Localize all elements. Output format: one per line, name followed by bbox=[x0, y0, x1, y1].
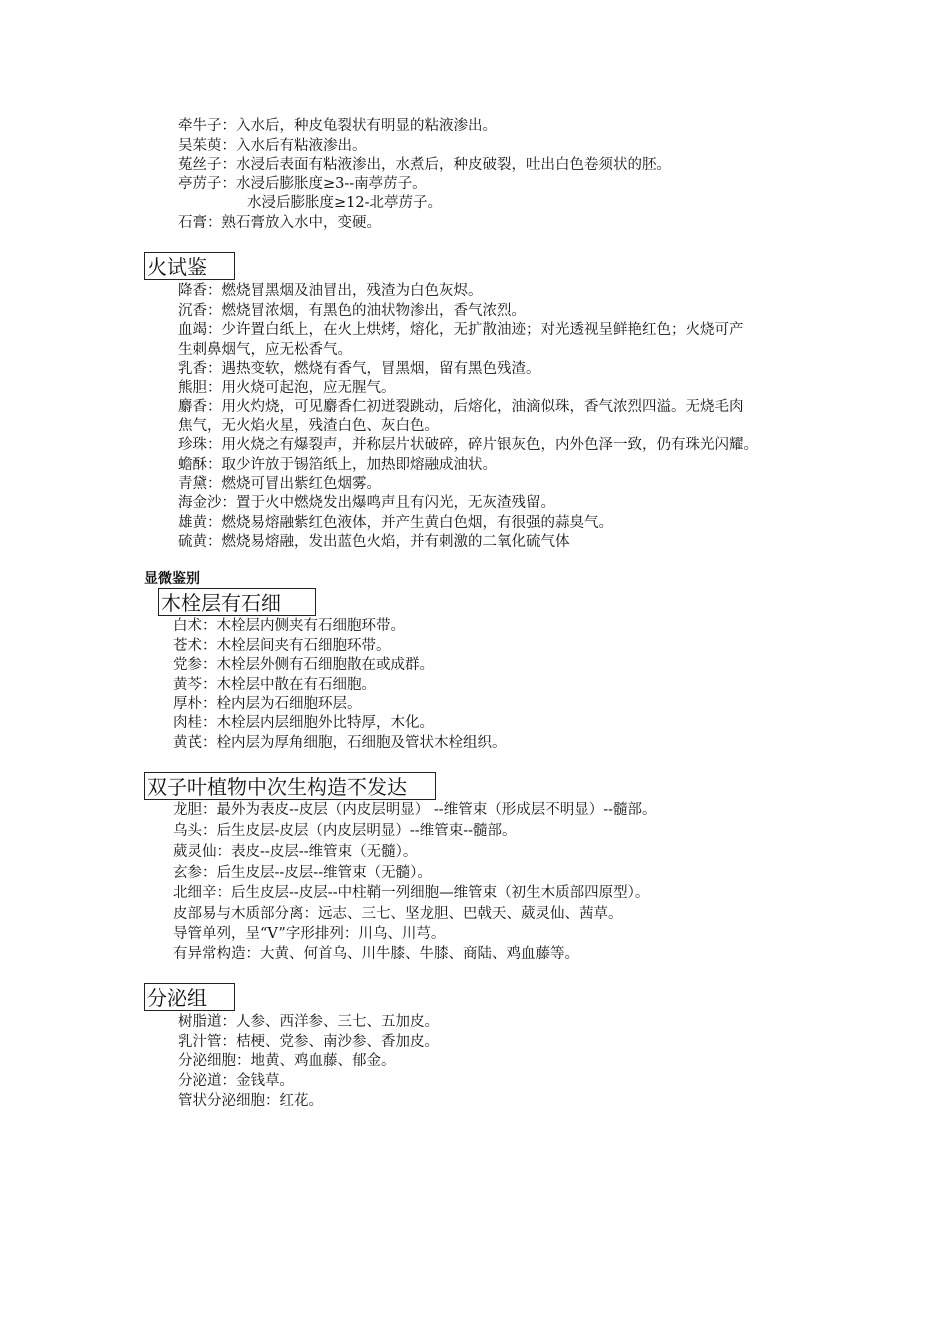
dicot-item: 导管单列，呈“V”字形排列：川乌、川芎。 bbox=[173, 926, 446, 942]
secretory-item: 分泌细胞：地黄、鸡血藤、郁金。 bbox=[178, 1053, 396, 1069]
water-item: 牵牛子：入水后，种皮龟裂状有明显的粘液渗出。 bbox=[178, 118, 497, 134]
secretory-heading: 分泌组 bbox=[144, 983, 235, 1011]
fire-item: 海金沙：置于火中燃烧发出爆鸣声且有闪光，无灰渣残留。 bbox=[178, 495, 555, 511]
fire-test-heading: 火试鉴 bbox=[144, 252, 235, 280]
dicot-item: 龙胆：最外为表皮--皮层（内皮层明显） --维管束（形成层不明显）--髓部。 bbox=[173, 802, 657, 818]
fire-item: 珍珠：用火烧之有爆裂声，并称层片状破碎，碎片银灰色，内外色泽一致，仍有珠光闪耀。 bbox=[178, 437, 758, 453]
fire-item: 熊胆：用火烧可起泡，应无腥气。 bbox=[178, 380, 396, 396]
secretory-item: 分泌道：金钱草。 bbox=[178, 1073, 294, 1089]
cork-item: 肉桂：木栓层内层细胞外比特厚，木化。 bbox=[173, 715, 434, 731]
cork-item: 黄芪：栓内层为厚角细胞，石细胞及管状木栓组织。 bbox=[173, 735, 507, 751]
fire-item: 蟾酥：取少许放于锡箔纸上，加热即熔融成油状。 bbox=[178, 457, 497, 473]
fire-item: 沉香：燃烧冒浓烟，有黑色的油状物渗出，香气浓烈。 bbox=[178, 303, 526, 319]
cork-item: 苍术：木栓层间夹有石细胞环带。 bbox=[173, 638, 391, 654]
dicot-item: 北细辛：后生皮层--皮层--中柱鞘一列细胞—维管束（初生木质部四原型）。 bbox=[173, 885, 650, 901]
dicot-heading: 双子叶植物中次生构造不发达 bbox=[144, 772, 436, 800]
fire-item: 雄黄：燃烧易熔融紫红色液体，并产生黄白色烟，有很强的蒜臭气。 bbox=[178, 515, 613, 531]
dicot-item: 玄参：后生皮层--皮层--维管束（无髓）。 bbox=[173, 865, 432, 881]
fire-item: 麝香：用火灼烧，可见麝香仁初迸裂跳动，后熔化，油滴似珠，香气浓烈四溢。无烧毛肉 bbox=[178, 399, 744, 415]
cork-item: 厚朴：栓内层为石细胞环层。 bbox=[173, 696, 362, 712]
cork-item: 白术：木栓层内侧夹有石细胞环带。 bbox=[173, 618, 405, 634]
cork-item: 黄芩：木栓层中散在有石细胞。 bbox=[173, 677, 376, 693]
fire-item: 乳香：遇热变软，燃烧有香气，冒黑烟，留有黑色残渣。 bbox=[178, 361, 541, 377]
fire-item: 生刺鼻烟气，应无松香气。 bbox=[178, 342, 352, 358]
dicot-item: 葳灵仙：表皮--皮层--维管束（无髓）。 bbox=[173, 844, 418, 860]
microscopy-title: 显微鉴别 bbox=[144, 571, 200, 587]
water-item: 石膏：熟石膏放入水中，变硬。 bbox=[178, 215, 381, 231]
fire-item: 焦气，无火焰火星，残渣白色、灰白色。 bbox=[178, 418, 439, 434]
secretory-item: 树脂道：人参、西洋参、三七、五加皮。 bbox=[178, 1014, 439, 1030]
water-item: 菟丝子：水浸后表面有粘液渗出，水煮后，种皮破裂，吐出白色卷须状的胚。 bbox=[178, 157, 671, 173]
dicot-item: 皮部易与木质部分离：远志、三七、坚龙胆、巴戟天、葳灵仙、茜草。 bbox=[173, 906, 623, 922]
cork-item: 党参：木栓层外侧有石细胞散在或成群。 bbox=[173, 657, 434, 673]
water-item: 吴茱萸：入水后有粘液渗出。 bbox=[178, 138, 367, 154]
secretory-item: 管状分泌细胞：红花。 bbox=[178, 1093, 323, 1109]
fire-item: 硫黄：燃烧易熔融，发出蓝色火焰，并有刺激的二氧化硫气体 bbox=[178, 534, 570, 550]
water-item: 亭苈子：水浸后膨胀度≥3--南葶苈子。 bbox=[178, 176, 427, 192]
fire-item: 血竭：少许置白纸上，在火上烘烤，熔化，无扩散油迹；对光透视呈鲜艳红色；火烧可产 bbox=[178, 322, 744, 338]
dicot-item: 有异常构造：大黄、何首乌、川牛膝、牛膝、商陆、鸡血藤等。 bbox=[173, 946, 579, 962]
secretory-item: 乳汁管：桔梗、党参、南沙参、香加皮。 bbox=[178, 1034, 439, 1050]
water-item: 水浸后膨胀度≥12-北葶苈子。 bbox=[247, 195, 442, 211]
fire-item: 降香：燃烧冒黑烟及油冒出，残渣为白色灰烬。 bbox=[178, 283, 483, 299]
dicot-item: 乌头：后生皮层-皮层（内皮层明显）--维管束--髓部。 bbox=[173, 823, 517, 839]
cork-heading: 木栓层有石细 bbox=[158, 588, 316, 616]
fire-item: 青黛：燃烧可冒出紫红色烟雾。 bbox=[178, 476, 381, 492]
